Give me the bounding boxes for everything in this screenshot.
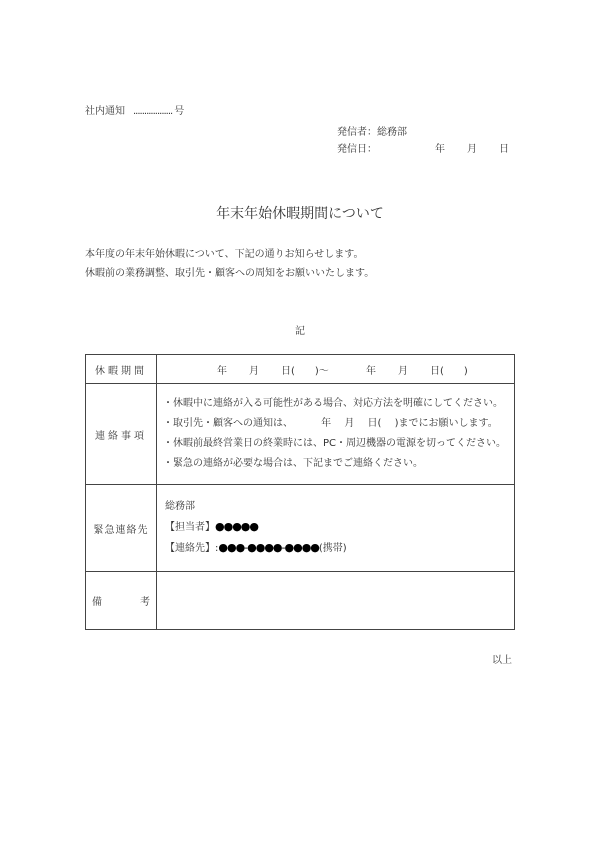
notice-suffix: 号 [174,106,185,117]
document-title: 年末年始休暇期間について [216,206,384,222]
table-row-period [86,355,515,384]
label-holiday-period: 休暇期間 [86,355,157,384]
notice-number [85,102,184,117]
start-day: 日( )～ [281,365,329,377]
note-item: ・休暇中に連絡が入る可能性がある場合、対応方法を明確にしてください。 [163,398,503,409]
contact-notes-value [157,384,515,485]
notice-number-blank: .................. [133,106,173,117]
end-month: 月 [398,365,408,377]
label-emergency-contact: 緊急連絡先 [86,485,157,572]
start-year: 年 [217,365,227,377]
end-day: 日( ) [430,365,468,377]
person-label: 【担当者】 [165,522,215,533]
closing-mark: 以上 [492,655,512,666]
body-line-2: 休暇前の業務調整、取引先・顧客への周知をお願いいたします。 [85,268,375,279]
table-row-emergency [86,485,515,572]
phone-value: ●●●-●●●●-●●●● [218,541,319,554]
holiday-period-value [157,355,515,384]
person-value: ●●●●● [215,520,258,533]
end-year: 年 [366,365,376,377]
emergency-phone [165,538,514,559]
remarks-value [157,572,515,630]
details-table [85,354,515,630]
emergency-department: 総務部 [165,501,195,512]
note-item: ・緊急の連絡が必要な場合は、下記までご連絡ください。 [163,458,423,469]
emergency-person [165,517,514,538]
emergency-contact-value [157,485,515,572]
issue-date [337,140,509,155]
phone-note: (携帯) [318,543,347,554]
body-text [85,245,374,283]
table-row-notes [86,384,515,485]
date-month: 月 [467,144,477,155]
date-year: 年 [435,144,445,155]
notice-label: 社内通知 [85,106,125,117]
body-line-1: 本年度の年末年始休暇について、下記の通りお知らせします。 [85,249,364,260]
sender [337,123,407,138]
phone-label: 【連絡先】: [165,543,219,554]
label-contact-notes: 連絡事項 [86,384,157,485]
ki-heading: 記 [295,326,305,337]
start-month: 月 [249,365,259,377]
table-row-remarks [86,572,515,630]
date-day: 日 [499,144,509,155]
date-label: 発信日： [337,144,377,155]
label-remarks: 備 考 [86,572,157,630]
sender-value: 総務部 [377,127,407,138]
sender-label: 発信者： [337,127,377,138]
note-item: ・休暇前最終営業日の終業時には、PC・周辺機器の電源を切ってください。 [163,438,507,449]
note-item: ・取引先・顧客への通知は、 年 月 日( )までにお願いします。 [163,418,498,429]
